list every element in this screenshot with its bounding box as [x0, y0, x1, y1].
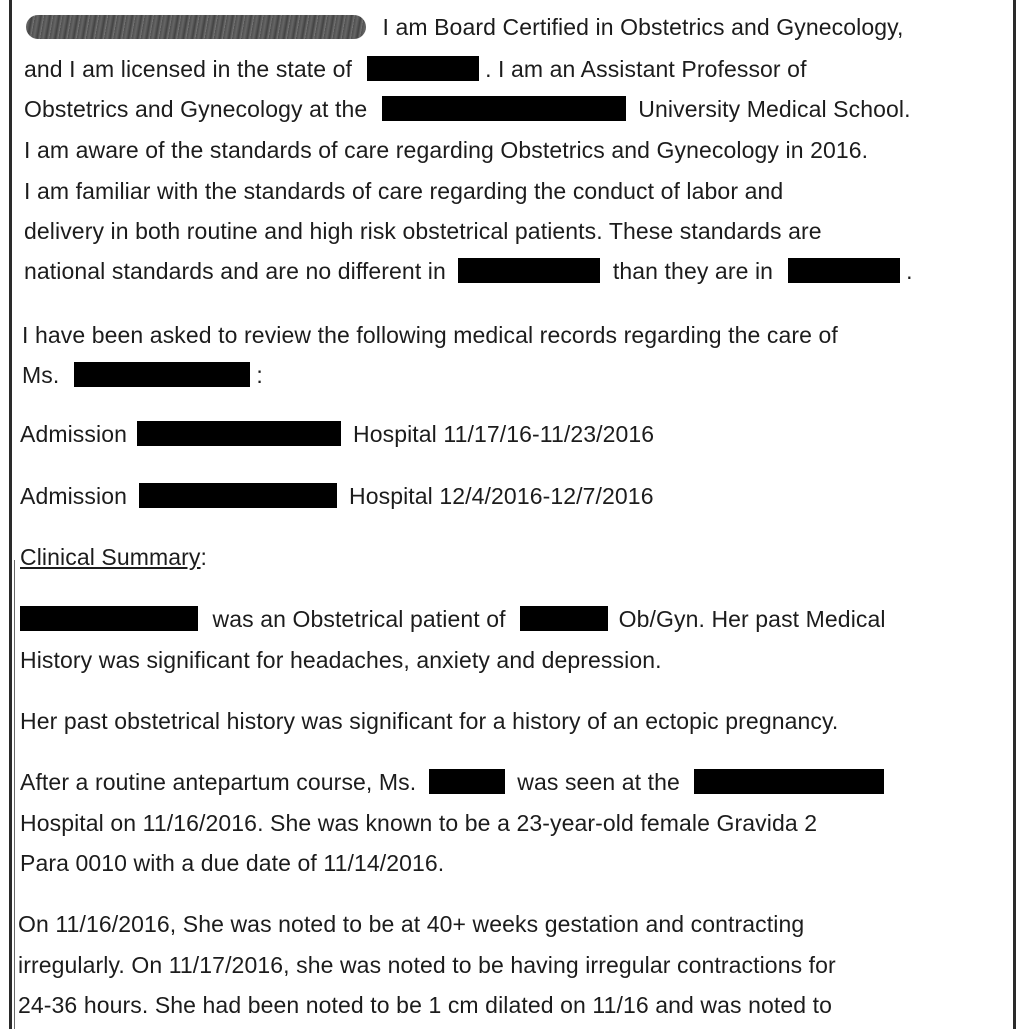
text-line: irregularly. On 11/17/2016, she was noted to be having irregular contractions for	[18, 952, 836, 978]
redaction-bar	[367, 56, 479, 81]
redaction-bar	[139, 483, 337, 508]
text-line: Admission Hospital 12/4/2016-12/7/2016	[20, 483, 654, 509]
text-line: 24-36 hours. She had been noted to be 1 cm dilated on 11/16 and was noted to	[18, 992, 833, 1018]
text-line: Para 0010 with a due date of 11/14/2016.	[20, 850, 445, 876]
text-line: Her past obstetrical history was significant for a history of an ectopic pregnancy.	[20, 708, 839, 734]
text-line: and I am licensed in the state of . I am an Assistant Professor of	[24, 56, 807, 82]
text-line: I am aware of the standards of care regarding Obstetrics and Gynecology in 2016.	[24, 137, 869, 163]
text-line: national standards and are no different in than they are in .	[24, 258, 913, 284]
text-line: I am familiar with the standards of care regarding the conduct of labor and	[24, 178, 784, 204]
text-line: Ms. :	[22, 362, 263, 388]
text-line: Admission Hospital 11/17/16-11/23/2016	[20, 421, 655, 447]
section-heading: Clinical Summary:	[20, 544, 208, 570]
page-left-border	[9, 0, 12, 1029]
text-line: After a routine antepartum course, Ms. was seen at the	[20, 767, 884, 797]
page-right-border	[1013, 0, 1016, 1029]
text-line: Hospital on 11/16/2016. She was known to be a 23-year-old female Gravida 2	[20, 810, 818, 836]
redaction-bar	[429, 769, 505, 794]
page-left-inner-border	[14, 560, 15, 1029]
redaction-bar	[137, 421, 341, 446]
redaction-bar	[382, 96, 626, 121]
redaction-bar	[458, 258, 600, 283]
text-line: On 11/16/2016, She was noted to be at 40+ weeks gestation and contracting	[18, 911, 805, 937]
redaction-bar	[694, 769, 884, 794]
scribble-redaction	[26, 15, 366, 39]
redaction-bar	[520, 606, 608, 631]
redaction-bar	[788, 258, 900, 283]
redaction-bar	[74, 362, 250, 387]
text-line: was an Obstetrical patient of Ob/Gyn. Her past Medical	[20, 604, 886, 634]
text-line: Obstetrics and Gynecology at the University Medical School.	[24, 96, 911, 122]
redaction-bar	[20, 606, 198, 631]
text-line: I have been asked to review the following medical records regarding the care of	[22, 322, 838, 348]
text-line: History was significant for headaches, anxiety and depression.	[20, 647, 662, 673]
text-line: delivery in both routine and high risk obstetrical patients. These standards are	[24, 218, 822, 244]
text-line: I am Board Certified in Obstetrics and Gynecology,	[26, 12, 904, 42]
